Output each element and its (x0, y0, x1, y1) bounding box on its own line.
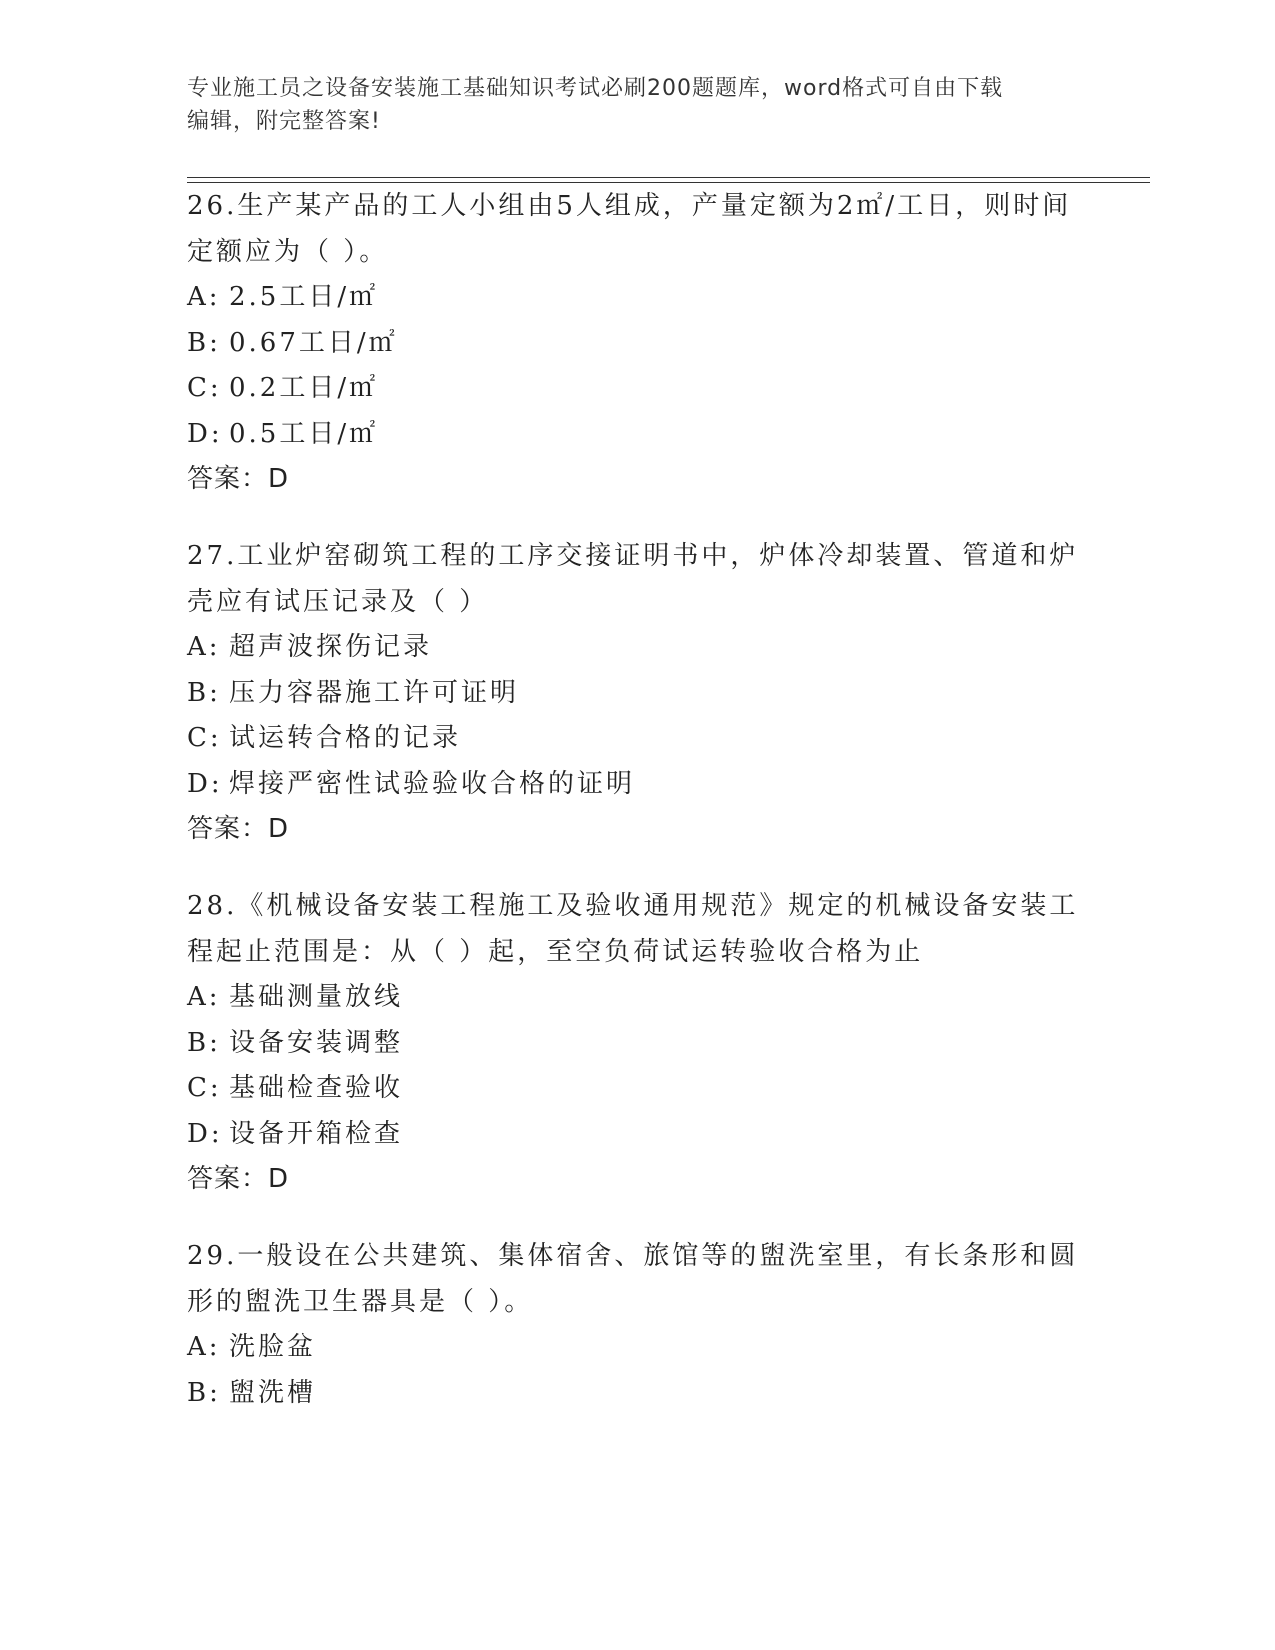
option-letter: C: (187, 723, 222, 753)
option-text: 基础测量放线 (229, 982, 404, 1012)
option-b (187, 1021, 1087, 1067)
option-letter: B: (187, 1027, 221, 1058)
option-letter: D: (187, 418, 223, 449)
option-text: 0.5工日/㎡ (229, 418, 379, 449)
option-text: 超声波探伤记录 (229, 632, 433, 662)
question-stem-line: 壳应有试压记录及（ ） (187, 586, 489, 617)
option-text: 基础检查验收 (229, 1073, 404, 1103)
header-line-1: 专业施工员之设备安装施工基础知识考试必刷200题题库，word格式可自由下载 (187, 76, 1004, 101)
question-stem-line: 27.工业炉窑砌筑工程的工序交接证明书中，炉体冷却装置、管道和炉 (187, 541, 1079, 571)
option-text: 0.67工日/㎡ (229, 327, 398, 358)
option-letter: A: (187, 982, 221, 1012)
question-stem-line: 形的盥洗卫生器具是（ ）。 (187, 1286, 534, 1317)
option-c (187, 716, 1087, 762)
option-a (187, 1325, 1087, 1371)
question-stem-line: 26.生产某产品的工人小组由5人组成，产量定额为2㎡/工日，则时间 (187, 191, 1072, 221)
option-b (187, 1371, 1087, 1417)
option-text: 设备安装调整 (229, 1027, 404, 1058)
option-c (187, 366, 1087, 412)
option-letter: B: (187, 677, 221, 708)
question-27 (187, 534, 1087, 853)
question-stem-line: 29.一般设在公共建筑、集体宿舍、旅馆等的盥洗室里，有长条形和圆 (187, 1241, 1079, 1271)
option-text: 试运转合格的记录 (229, 723, 462, 753)
option-letter: B: (187, 1377, 221, 1408)
option-letter: A: (187, 282, 221, 312)
option-text: 设备开箱检查 (229, 1118, 404, 1149)
option-text: 洗脸盆 (229, 1332, 317, 1362)
answer-line: 答案：D (187, 814, 290, 844)
question-stem-line: 28.《机械设备安装工程施工及验收通用规范》规定的机械设备安装工 (187, 891, 1079, 921)
question-29 (187, 1234, 1087, 1416)
option-letter: B: (187, 327, 221, 358)
question-stem-line: 程起止范围是：从（ ）起，至空负荷试运转验收合格为止 (187, 936, 924, 967)
option-text: 盥洗槽 (229, 1377, 317, 1408)
question-stem-line: 定额应为（ ）。 (187, 236, 389, 267)
question-26 (187, 184, 1087, 503)
document-header (187, 72, 1067, 138)
option-letter: C: (187, 1073, 222, 1103)
option-a (187, 625, 1087, 671)
option-text: 2.5工日/㎡ (229, 282, 379, 312)
option-text: 0.2工日/㎡ (229, 373, 379, 403)
option-letter: A: (187, 632, 221, 662)
option-d (187, 762, 1087, 808)
option-letter: A: (187, 1332, 221, 1362)
option-letter: D: (187, 768, 223, 799)
option-b (187, 321, 1087, 367)
option-b (187, 671, 1087, 717)
option-d (187, 412, 1087, 458)
answer-line: 答案：D (187, 464, 290, 494)
answer-line: 答案：D (187, 1164, 290, 1194)
option-d (187, 1112, 1087, 1158)
option-letter: C: (187, 373, 222, 403)
option-a (187, 975, 1087, 1021)
question-28 (187, 884, 1087, 1203)
option-letter: D: (187, 1118, 223, 1149)
header-line-2: 编辑，附完整答案! (187, 109, 381, 134)
header-divider-bottom (187, 182, 1150, 183)
option-text: 压力容器施工许可证明 (229, 677, 520, 708)
option-a (187, 275, 1087, 321)
header-divider-top (187, 177, 1150, 178)
option-text: 焊接严密性试验验收合格的证明 (229, 768, 636, 799)
option-c (187, 1066, 1087, 1112)
